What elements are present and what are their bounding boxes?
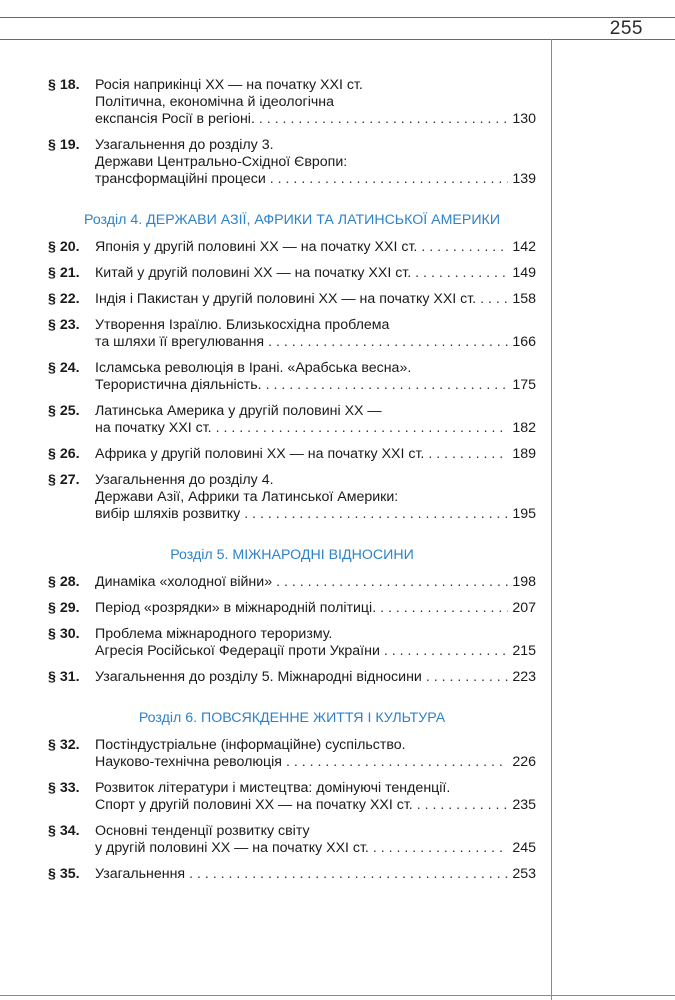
dot-leader <box>276 574 508 591</box>
entry-title-line: Політична, економічна й ідеологічна <box>95 94 335 110</box>
entry-title-line: Основні тенденції розвитку світу <box>95 823 310 839</box>
entry-last-line <box>95 446 536 463</box>
entry-body <box>95 360 536 394</box>
paragraph-number: § 23. <box>48 317 80 333</box>
entry-title-line: Узагальнення до розділу 3. <box>95 137 274 153</box>
page-ref: 223 <box>512 669 536 685</box>
toc-entry[interactable] <box>48 291 536 308</box>
paragraph-number: § 27. <box>48 472 80 488</box>
entry-last-line <box>95 377 536 394</box>
paragraph-number: § 21. <box>48 265 80 281</box>
paragraph-number: § 29. <box>48 600 80 616</box>
entry-title-line: Японія у другій половині XX — на початку XXI ст. <box>95 239 418 255</box>
page-ref: 235 <box>512 797 536 813</box>
entry-last-line <box>95 669 536 686</box>
bottom-rule <box>0 995 675 996</box>
entry-body <box>95 77 536 128</box>
entry-title-line: Проблема міжнародного тероризму. <box>95 626 333 642</box>
entry-last-line <box>95 754 536 771</box>
dot-leader <box>216 420 509 437</box>
entry-title-line: Постіндустріальне (інформаційне) суспільство. <box>95 737 406 753</box>
entry-body <box>95 669 536 686</box>
toc-entry[interactable] <box>48 669 536 686</box>
entry-body <box>95 239 536 256</box>
entry-title-line: Узагальнення до розділу 5. Міжнародні відносини <box>95 669 422 685</box>
paragraph-number: § 33. <box>48 780 80 796</box>
entry-title-line: вибір шляхів розвитку <box>95 506 241 522</box>
entry-body <box>95 574 536 591</box>
entry-title-line: Період «розрядки» в міжнародній політиці. <box>95 600 377 616</box>
page-ref: 175 <box>512 377 536 393</box>
entry-title-line: Індія і Пакистан у другій половині XX — на початку XXI ст. <box>95 291 477 307</box>
page-ref: 195 <box>512 506 536 522</box>
dot-leader <box>380 600 508 617</box>
entry-title-line: Спорт у другій половині XX — на початку XXI ст. <box>95 797 413 813</box>
table-of-contents <box>48 77 536 892</box>
entry-last-line <box>95 265 536 282</box>
dot-leader <box>268 334 508 351</box>
entry-last-line <box>95 239 536 256</box>
toc-entry[interactable] <box>48 823 536 857</box>
entry-body <box>95 403 536 437</box>
page-ref: 142 <box>512 239 536 255</box>
dot-leader <box>384 643 508 660</box>
page-ref: 149 <box>512 265 536 281</box>
dot-leader <box>259 111 508 128</box>
dot-leader <box>244 506 508 523</box>
paragraph-number: § 32. <box>48 737 80 753</box>
entry-title-line: на початку XXI ст. <box>95 420 212 436</box>
entry-title-line: Розвиток літератури і мистецтва: домінуючі тенденції. <box>95 780 451 796</box>
paragraph-number: § 35. <box>48 866 80 882</box>
entry-title-line: Терористична діяльність. <box>95 377 262 393</box>
paragraph-number: § 24. <box>48 360 80 376</box>
entry-body <box>95 291 536 308</box>
paragraph-number: § 34. <box>48 823 80 839</box>
toc-entry[interactable] <box>48 403 536 437</box>
entry-last-line <box>95 171 536 188</box>
paragraph-number: § 19. <box>48 137 80 153</box>
toc-entry[interactable] <box>48 137 536 188</box>
entry-title-line: Держави Азії, Африки та Латинської Америки: <box>95 489 399 505</box>
toc-entry[interactable] <box>48 574 536 591</box>
dot-leader <box>426 669 508 686</box>
entry-last-line <box>95 111 536 128</box>
entry-title-line: Африка у другій половині XX — на початку XXI ст. <box>95 446 425 462</box>
page-ref: 182 <box>512 420 536 436</box>
section-heading: Розділ 6. ПОВСЯКДЕННЕ ЖИТТЯ І КУЛЬТУРА <box>138 710 446 726</box>
paragraph-number: § 28. <box>48 574 80 590</box>
entry-last-line <box>95 291 536 308</box>
page-ref: 166 <box>512 334 536 350</box>
entry-last-line <box>95 600 536 617</box>
toc-entry[interactable] <box>48 446 536 463</box>
entry-body <box>95 446 536 463</box>
entry-title-line: Узагальнення <box>95 866 186 882</box>
paragraph-number: § 31. <box>48 669 80 685</box>
page-ref: 158 <box>512 291 536 307</box>
toc-entry[interactable] <box>48 737 536 771</box>
section-heading: Розділ 5. МІЖНАРОДНІ ВІДНОСИНИ <box>170 547 414 563</box>
page-ref: 215 <box>512 643 536 659</box>
toc-entry[interactable] <box>48 77 536 128</box>
page-ref: 139 <box>512 171 536 187</box>
entry-last-line <box>95 866 536 883</box>
entry-body <box>95 823 536 857</box>
entry-title-line: Узагальнення до розділу 4. <box>95 472 274 488</box>
page-ref: 226 <box>512 754 536 770</box>
dot-leader <box>415 265 508 282</box>
paragraph-number: § 30. <box>48 626 80 642</box>
entry-body <box>95 626 536 660</box>
entry-title-line: Утворення Ізраїлю. Близькосхідна проблема <box>95 317 390 333</box>
entry-body <box>95 866 536 883</box>
entry-last-line <box>95 643 536 660</box>
entry-title-line: Агресія Російської Федерації проти України <box>95 643 380 659</box>
entry-title-line: Динаміка «холодної війни» <box>95 574 273 590</box>
dot-leader <box>480 291 508 308</box>
entry-body <box>95 737 536 771</box>
section-heading: Розділ 4. ДЕРЖАВИ АЗІЇ, АФРИКИ ТА ЛАТИНСЬКОЇ АМЕРИКИ <box>83 212 501 228</box>
page-ref: 253 <box>512 866 536 882</box>
toc-entry[interactable] <box>48 600 536 617</box>
dot-leader <box>270 171 509 188</box>
dot-leader <box>286 754 508 771</box>
page-number: 255 <box>609 18 643 39</box>
entry-last-line <box>95 574 536 591</box>
dot-leader <box>428 446 508 463</box>
toc-entry[interactable] <box>48 780 536 814</box>
paragraph-number: § 18. <box>48 77 80 93</box>
page-ref: 245 <box>512 840 536 856</box>
dot-leader <box>189 866 508 883</box>
dot-leader <box>373 840 508 857</box>
entry-title-line: Держави Центрально-Східної Європи: <box>95 154 348 170</box>
entry-title-line: Науково-технічна революція <box>95 754 282 770</box>
page-ref: 198 <box>512 574 536 590</box>
entry-last-line <box>95 420 536 437</box>
top-rule <box>0 17 675 18</box>
entry-body <box>95 600 536 617</box>
toc-entry[interactable] <box>48 626 536 660</box>
entry-title-line: Росія наприкінці XX — на початку XXI ст. <box>95 77 363 93</box>
dot-leader <box>417 797 509 814</box>
entry-body <box>95 780 536 814</box>
paragraph-number: § 25. <box>48 403 80 419</box>
entry-body <box>95 317 536 351</box>
entry-body <box>95 265 536 282</box>
right-margin-line <box>551 39 552 1000</box>
toc-entry[interactable] <box>48 239 536 256</box>
entry-last-line <box>95 334 536 351</box>
entry-last-line <box>95 797 536 814</box>
entry-body <box>95 137 536 188</box>
entry-title-line: Латинська Америка у другій половині XX — <box>95 403 382 419</box>
paragraph-number: § 20. <box>48 239 80 255</box>
entry-title-line: та шляхи її врегулювання <box>95 334 265 350</box>
dot-leader <box>266 377 509 394</box>
entry-title-line: Ісламська революція в Ірані. «Арабська весна». <box>95 360 412 376</box>
toc-entry[interactable] <box>48 360 536 394</box>
page-ref: 189 <box>512 446 536 462</box>
paragraph-number: § 26. <box>48 446 80 462</box>
entry-title-line: у другій половині XX — на початку XXI ст. <box>95 840 369 856</box>
toc-entry[interactable] <box>48 866 536 883</box>
page-ref: 130 <box>512 111 536 127</box>
entry-last-line <box>95 506 536 523</box>
toc-entry[interactable] <box>48 265 536 282</box>
entry-title-line: експансія Росії в регіоні. <box>95 111 255 127</box>
entry-title-line: трансформаційні процеси <box>95 171 266 187</box>
entry-body <box>95 472 536 523</box>
page-ref: 207 <box>512 600 536 616</box>
paragraph-number: § 22. <box>48 291 80 307</box>
toc-entry[interactable] <box>48 472 536 523</box>
header-rule <box>0 39 675 40</box>
entry-title-line: Китай у другій половині XX — на початку XXI ст. <box>95 265 412 281</box>
toc-entry[interactable] <box>48 317 536 351</box>
dot-leader <box>421 239 508 256</box>
entry-last-line <box>95 840 536 857</box>
